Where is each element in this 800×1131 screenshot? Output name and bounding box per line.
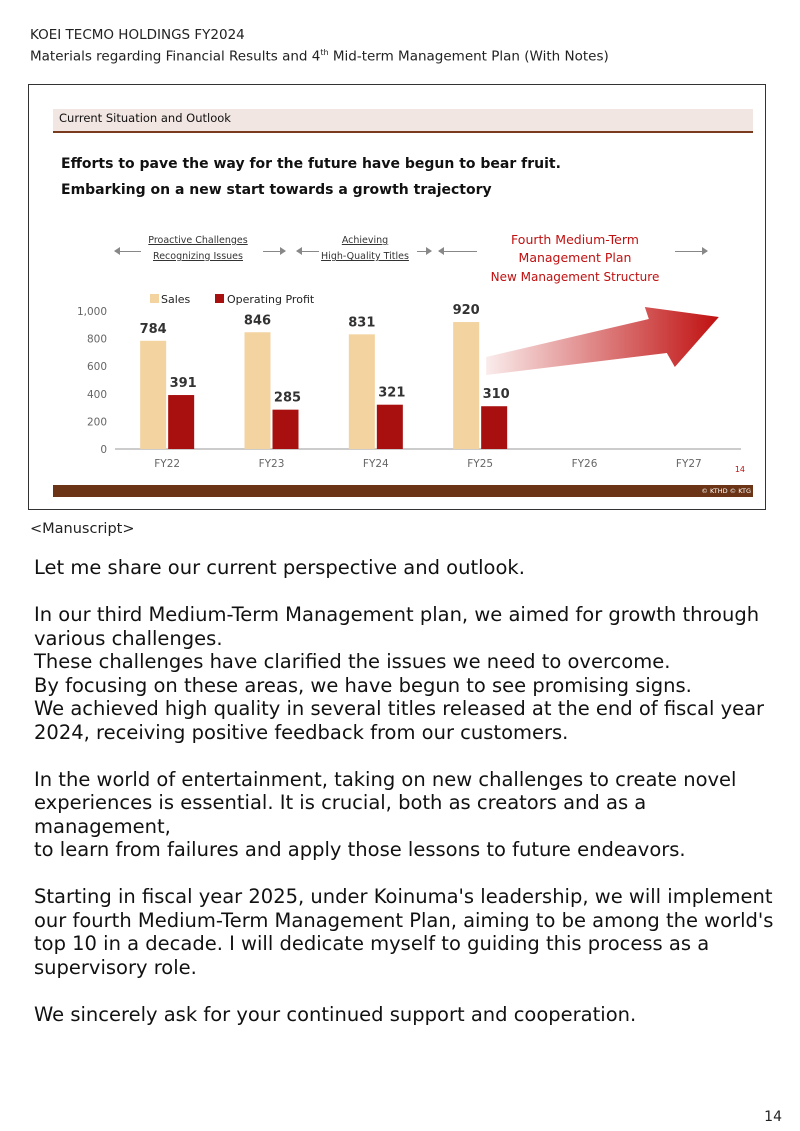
data-label: 784 [139, 321, 167, 337]
manuscript-label: <Manuscript> [30, 521, 135, 537]
plan-structure: New Management Structure [490, 270, 660, 284]
bar-sales [349, 334, 375, 449]
x-tick-label: FY25 [467, 458, 494, 470]
y-tick-label: 200 [86, 416, 107, 429]
manuscript-paragraph: We sincerely ask for your continued support and cooperation. [34, 1002, 637, 1026]
y-axis [77, 306, 107, 456]
page-number: 14 [764, 1109, 782, 1125]
bar-sales [140, 341, 166, 449]
manuscript-body [34, 556, 774, 1050]
materials-line: Materials regarding Financial Results and 4th Mid-term Management Plan (With Notes) [30, 48, 609, 65]
manuscript-paragraph: Let me share our current perspective and outlook. [34, 556, 525, 579]
legend-swatch-sales [150, 294, 159, 303]
legend-swatch-operating-profit [215, 294, 224, 303]
bar-operating-profit [481, 406, 507, 449]
headline-line-2: Embarking on a new start towards a growth trajectory [61, 182, 492, 198]
legend [150, 293, 315, 306]
company-line: KOEI TECMO HOLDINGS FY2024 [30, 27, 245, 43]
slide-copyright: © KTHD © KTG [701, 487, 751, 495]
x-tick-label: FY23 [258, 458, 285, 470]
legend-label-sales: Sales [161, 293, 191, 306]
sales-profit-chart [29, 85, 767, 485]
document-header [30, 26, 609, 66]
x-tick-label: FY26 [571, 458, 598, 470]
data-label: 920 [452, 303, 480, 319]
y-tick-label: 400 [86, 388, 107, 401]
data-label: 321 [378, 385, 406, 401]
data-label: 310 [482, 387, 510, 403]
slide [28, 84, 766, 510]
x-axis [115, 449, 741, 470]
plan-title: Fourth Medium-Term Management Plan [511, 232, 639, 265]
headline-line-1: Efforts to pave the way for the future have begun to bear fruit. [61, 156, 561, 172]
data-label: 391 [169, 376, 197, 392]
slide-footer-bar [53, 485, 753, 497]
bar-operating-profit [168, 395, 194, 449]
data-label: 831 [348, 315, 376, 331]
y-tick-label: 600 [86, 361, 107, 374]
manuscript-paragraph: Starting in fiscal year 2025, under Koinuma's leadership, we will implement our fourth Medium-Term Management Plan, aiming to be among the world's top 10 in a decade. I will dedicate myself to guiding this process as a supervisory role. [34, 885, 774, 979]
legend-label-operating-profit: Operating Profit [227, 293, 315, 306]
x-tick-label: FY27 [675, 458, 702, 470]
bar-operating-profit [377, 405, 403, 449]
x-tick-label: FY24 [362, 458, 389, 470]
data-label: 846 [243, 313, 272, 329]
slide-section-title: Current Situation and Outlook [53, 109, 753, 131]
y-tick-label: 0 [100, 444, 107, 456]
bars [140, 303, 510, 449]
manuscript-paragraph: In our third Medium-Term Management plan, we aimed for growth through various challenges. These challenges have clarified the issues we need to overcome. By focusing on these areas, we have begun to see promising signs. We achieved high quality in several titles released at the end of fiscal year 2024, receiving positive feedback from our customers. [34, 603, 765, 744]
bar-operating-profit [273, 410, 299, 449]
y-tick-label: 1,000 [76, 306, 107, 318]
y-tick-label: 800 [86, 333, 107, 346]
phase-label-challenges: Proactive Challenges Recognizing Issues [148, 235, 248, 262]
x-tick-label: FY22 [154, 458, 181, 470]
growth-arrow [486, 307, 719, 375]
phase-label-achieving: Achieving High-Quality Titles [321, 235, 409, 262]
data-label: 285 [273, 390, 302, 406]
slide-page-number: 14 [734, 465, 745, 474]
manuscript-paragraph: In the world of entertainment, taking on new challenges to create novel experiences is essential. It is crucial, both as creators and as a management, to learn from failures and apply those lessons to future endeavors. [34, 767, 737, 861]
bar-sales [453, 322, 479, 449]
bar-sales [245, 332, 271, 449]
